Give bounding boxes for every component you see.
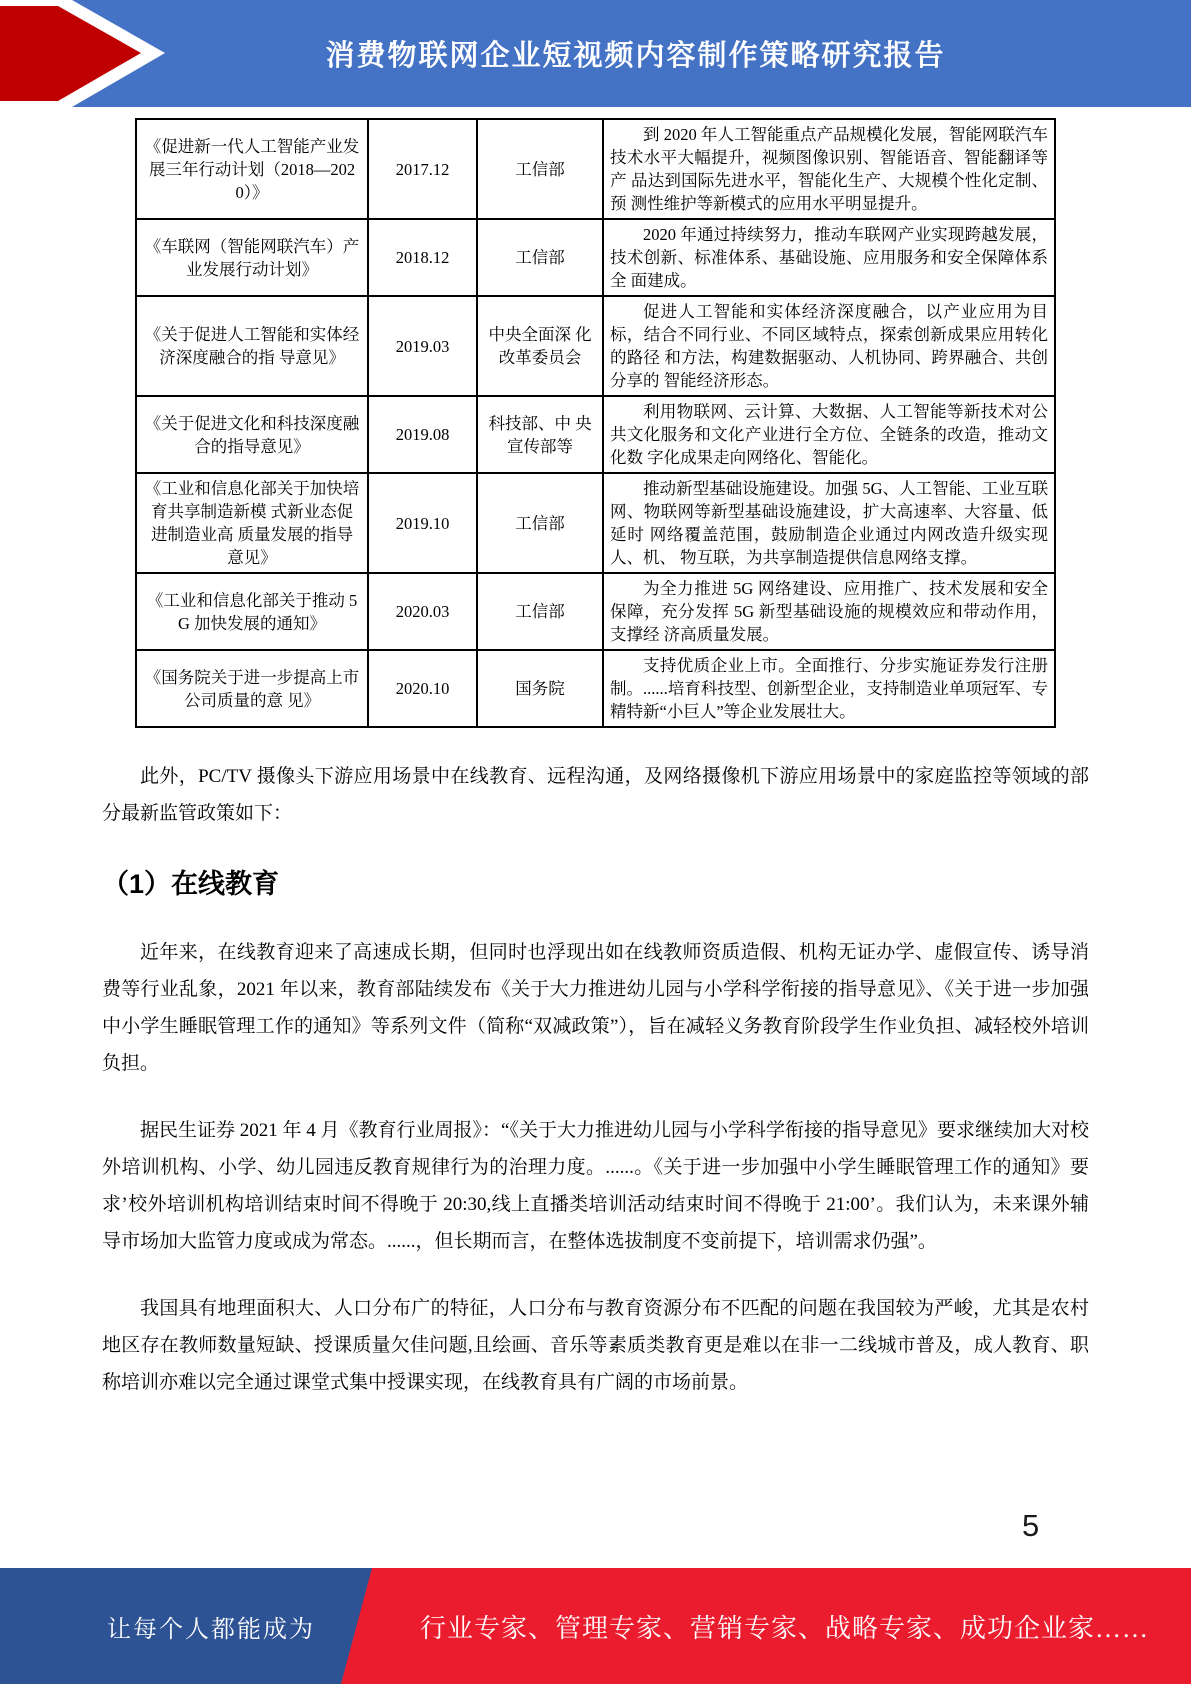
table-row [136, 573, 1055, 650]
policy-content-cell: 推动新型基础设施建设。加强 5G、人工智能、工业互联网、物联网等新型基础设施建设，扩大高速率、大容量、低延时 网络覆盖范围，鼓励制造企业通过内网改造升级实现人、机、 物互联，为共享制造提供信息网络支撑。 [603, 473, 1055, 573]
policy-date-cell: 2020.10 [368, 650, 477, 727]
policy-name-cell: 《工业和信息化部关于推动 5G 加快发展的通知》 [136, 573, 368, 650]
policy-content-cell: 利用物联网、云计算、大数据、人工智能等新技术对公共文化服务和文化产业进行全方位、全链条的改造，推动文化数 字化成果走向网络化、智能化。 [603, 396, 1055, 473]
table-row [136, 119, 1055, 219]
table-row [136, 296, 1055, 396]
table-row [136, 219, 1055, 296]
header-banner [0, 0, 1191, 107]
policy-table-body [136, 119, 1055, 727]
document-body [102, 758, 1089, 1401]
table-row [136, 650, 1055, 727]
policy-table [135, 118, 1056, 728]
policy-date-cell: 2020.03 [368, 573, 477, 650]
policy-agency-cell: 科技部、中 央宣传部等 [477, 396, 603, 473]
policy-date-cell: 2019.08 [368, 396, 477, 473]
policy-content-cell: 为全力推进 5G 网络建设、应用推广、技术发展和安全保障，充分发挥 5G 新型基础设施的规模效应和带动作用，支撑经 济高质量发展。 [603, 573, 1055, 650]
body-paragraph-2: 据民生证券 2021 年 4 月《教育行业周报》：“《关于大力推进幼儿园与小学科学衔接的指导意见》要求继续加大对校外培训机构、小学、幼儿园违反教育规律行为的治理力度。......。《关于进一步加强中小学生睡眠管理工作的通知》要求’校外培训机构培训结束时间不得晚于 20:30,线上直播类培训活动结束时间不得晚于 21:00’。我们认为，未来课外辅导市场加大监管力度或成为常态。......，但长期而言，在整体选拔制度不变前提下，培训需求仍强”。 [102, 1120, 1089, 1252]
body-paragraph-1: 近年来，在线教育迎来了高速成长期，但同时也浮现出如在线教师资质造假、机构无证办学、虚假宣传、诱导消费等行业乱象，2021 年以来，教育部陆续发布《关于大力推进幼儿园与小学科学衔接的指导意见》、《关于进一步加强中小学生睡眠管理工作的通知》等系列文件（简称“双减政策”），旨在减轻义务教育阶段学生作业负担、减轻校外培训负担。 [102, 942, 1089, 1074]
policy-date-cell: 2019.10 [368, 473, 477, 573]
body-paragraph-3: 我国具有地理面积大、人口分布广的特征，人口分布与教育资源分布不匹配的问题在我国较为严峻，尤其是农村地区存在教师数量短缺、授课质量欠佳问题,且绘画、音乐等素质类教育更是难以在非一二线城市普及，成人教育、职称培训亦难以完全通过课堂式集中授课实现，在线教育具有广阔的市场前景。 [102, 1298, 1089, 1393]
policy-date-cell: 2017.12 [368, 119, 477, 219]
footer-banner [0, 1568, 1191, 1684]
policy-content-cell: 到 2020 年人工智能重点产品规模化发展，智能网联汽车技术水平大幅提升，视频图像识别、智能语音、智能翻译等产 品达到国际先进水平，智能化生产、大规模个性化定制、预 测性维护等新模式的应用水平明显提升。 [603, 119, 1055, 219]
page-number: 5 [1022, 1508, 1040, 1543]
policy-name-cell: 《车联网（智能网联汽车）产业发展行动计划》 [136, 219, 368, 296]
policy-name-cell: 《促进新一代人工智能产业发展三年行动计划（2018—2020）》 [136, 119, 368, 219]
footer-slogan-left: 让每个人都能成为 [107, 1616, 315, 1643]
intro-paragraph: 此外，PC/TV 摄像头下游应用场景中在线教育、远程沟通，及网络摄像机下游应用场景中的家庭监控等领域的部分最新监管政策如下： [102, 766, 1089, 824]
policy-agency-cell: 工信部 [477, 219, 603, 296]
policy-date-cell: 2018.12 [368, 219, 477, 296]
footer-slogan-right: 行业专家、管理专家、营销专家、战略专家、成功企业家…… [420, 1613, 1150, 1643]
section-heading: （1）在线教育 [102, 869, 280, 899]
table-row [136, 473, 1055, 573]
policy-agency-cell: 工信部 [477, 119, 603, 219]
policy-name-cell: 《工业和信息化部关于加快培育共享制造新模 式新业态促进制造业高 质量发展的指导意见》 [136, 473, 368, 573]
policy-content-cell: 支持优质企业上市。全面推行、分步实施证券发行注册制。......培育科技型、创新型企业，支持制造业单项冠军、专精特新“小巨人”等企业发展壮大。 [603, 650, 1055, 727]
policy-content-cell: 促进人工智能和实体经济深度融合，以产业应用为目标，结合不同行业、不同区域特点，探索创新成果应用转化的路径 和方法，构建数据驱动、人机协同、跨界融合、共创分享的 智能经济形态。 [603, 296, 1055, 396]
policy-agency-cell: 工信部 [477, 573, 603, 650]
policy-content-cell: 2020 年通过持续努力，推动车联网产业实现跨越发展，技术创新、标准体系、基础设施、应用服务和安全保障体系全 面建成。 [603, 219, 1055, 296]
policy-agency-cell: 国务院 [477, 650, 603, 727]
policy-date-cell: 2019.03 [368, 296, 477, 396]
report-title: 消费物联网企业短视频内容制作策略研究报告 [325, 40, 946, 72]
policy-agency-cell: 工信部 [477, 473, 603, 573]
policy-name-cell: 《关于促进人工智能和实体经济深度融合的指 导意见》 [136, 296, 368, 396]
policy-name-cell: 《国务院关于进一步提高上市公司质量的意 见》 [136, 650, 368, 727]
table-row [136, 396, 1055, 473]
policy-name-cell: 《关于促进文化和科技深度融合的指导意见》 [136, 396, 368, 473]
policy-agency-cell: 中央全面深 化改革委员会 [477, 296, 603, 396]
